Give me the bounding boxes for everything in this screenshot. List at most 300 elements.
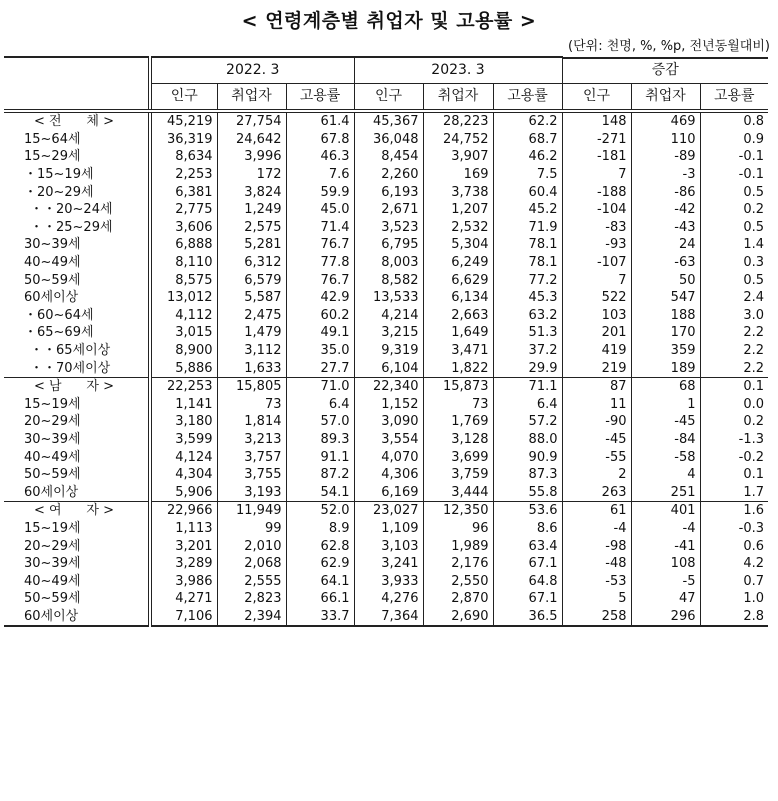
cell-employed-2022: 11,949 [217,502,286,520]
cell-population-change: -188 [562,183,631,201]
cell-population-2023: 9,319 [354,342,423,360]
cell-population-change: 258 [562,608,631,627]
cell-rate-change: 2.4 [700,289,768,307]
cell-population-change: -181 [562,148,631,166]
cell-employed-2023: 1,989 [423,537,493,555]
cell-rate-change: 0.6 [700,537,768,555]
cell-rate-change: 0.1 [700,377,768,395]
row-label: 50~59세 [24,591,81,607]
cell-rate-2023: 7.5 [493,166,562,184]
cell-employed-2022: 3,757 [217,448,286,466]
row-label: 40~49세 [24,255,81,271]
table-row [4,359,768,377]
cell-rate-2022: 62.8 [286,537,354,555]
cell-rate-2022: 52.0 [286,502,354,520]
cell-rate-change: 0.5 [700,219,768,237]
table-row [4,466,768,484]
cell-employed-2023: 1,207 [423,201,493,219]
cell-rate-2023: 45.3 [493,289,562,307]
cell-rate-2022: 67.8 [286,131,354,149]
row-label: 15~19세 [24,520,81,536]
cell-population-2023: 8,582 [354,271,423,289]
cell-population-2023: 6,104 [354,359,423,377]
cell-population-2023: 6,795 [354,236,423,254]
cell-population-change: -55 [562,448,631,466]
cell-population-change: -271 [562,131,631,149]
cell-population-2023: 4,214 [354,307,423,325]
cell-population-2022: 1,141 [150,396,217,414]
period-header-2023: 2023. 3 [354,57,562,84]
cell-employed-2022: 2,010 [217,537,286,555]
table-row [4,307,768,325]
cell-rate-2022: 42.9 [286,289,354,307]
cell-population-2023: 3,215 [354,324,423,342]
cell-employed-2022: 3,824 [217,183,286,201]
cell-rate-2022: 49.1 [286,324,354,342]
cell-rate-2022: 66.1 [286,590,354,608]
cell-population-2022: 4,304 [150,466,217,484]
cell-population-2022: 5,906 [150,483,217,501]
cell-employed-2022: 3,193 [217,483,286,501]
cell-employed-2023: 73 [423,396,493,414]
cell-rate-2022: 89.3 [286,431,354,449]
period-header-change: 증감 [562,57,768,84]
cell-population-2022: 6,381 [150,183,217,201]
cell-employed-change: -5 [631,572,700,590]
cell-employed-2023: 3,444 [423,483,493,501]
cell-employed-2022: 24,642 [217,131,286,149]
cell-rate-2022: 60.2 [286,307,354,325]
cell-employed-2023: 3,907 [423,148,493,166]
cell-rate-change: 1.7 [700,483,768,501]
cell-rate-change: 4.2 [700,555,768,573]
cell-population-2023: 7,364 [354,608,423,627]
cell-population-2022: 8,900 [150,342,217,360]
table-row [4,324,768,342]
cell-population-2022: 7,106 [150,608,217,627]
section-total-row [4,502,768,520]
cell-population-2022: 2,253 [150,166,217,184]
row-label: ・・25~29세 [30,219,113,235]
cell-employed-change: -4 [631,520,700,538]
cell-population-2023: 4,276 [354,590,423,608]
unit-note: (단위: 천명, %, %p, 전년동월대비) [568,39,770,54]
cell-population-2022: 8,575 [150,271,217,289]
row-label: ・65~69세 [24,325,94,341]
cell-employed-2023: 1,822 [423,359,493,377]
cell-employed-2023: 3,699 [423,448,493,466]
cell-population-2022: 4,124 [150,448,217,466]
cell-employed-change: -84 [631,431,700,449]
table-row [4,590,768,608]
cell-rate-2023: 55.8 [493,483,562,501]
cell-employed-2023: 12,350 [423,502,493,520]
cell-employed-change: 110 [631,131,700,149]
cell-employed-2023: 96 [423,520,493,538]
cell-population-2022: 6,888 [150,236,217,254]
cell-population-2023: 13,533 [354,289,423,307]
cell-population-2023: 3,554 [354,431,423,449]
cell-employed-change: -42 [631,201,700,219]
cell-rate-2023: 51.3 [493,324,562,342]
cell-population-2022: 8,634 [150,148,217,166]
cell-population-2023: 22,340 [354,377,423,395]
cell-rate-2022: 71.0 [286,377,354,395]
period-header-row [4,57,768,84]
cell-rate-2022: 8.9 [286,520,354,538]
cell-rate-change: -0.3 [700,520,768,538]
cell-population-2022: 3,599 [150,431,217,449]
cell-employed-2022: 5,587 [217,289,286,307]
cell-rate-2023: 36.5 [493,608,562,627]
cell-population-change: 87 [562,377,631,395]
cell-employed-2022: 2,823 [217,590,286,608]
table-row [4,254,768,272]
cell-population-change: 7 [562,166,631,184]
cell-rate-2022: 77.8 [286,254,354,272]
cell-rate-2023: 88.0 [493,431,562,449]
cell-population-2022: 36,319 [150,131,217,149]
table-row [4,271,768,289]
cell-employed-change: 68 [631,377,700,395]
row-label: 30~39세 [24,237,81,253]
cell-rate-2023: 60.4 [493,183,562,201]
cell-rate-change: 3.0 [700,307,768,325]
cell-rate-2022: 33.7 [286,608,354,627]
cell-employed-2023: 1,649 [423,324,493,342]
cell-rate-2023: 46.2 [493,148,562,166]
cell-employed-2022: 2,555 [217,572,286,590]
cell-population-2022: 2,775 [150,201,217,219]
cell-population-2023: 3,241 [354,555,423,573]
col-header-rate-2023: 고용률 [493,84,562,112]
table-row [4,219,768,237]
table-row [4,131,768,149]
row-label: 60세이상 [24,484,79,500]
cell-population-2023: 3,523 [354,219,423,237]
cell-population-2022: 4,271 [150,590,217,608]
cell-population-2022: 13,012 [150,289,217,307]
table-row [4,183,768,201]
cell-rate-change: 0.5 [700,271,768,289]
employment-by-age-table [4,56,768,627]
row-label: 30~39세 [24,556,81,572]
cell-employed-2022: 1,633 [217,359,286,377]
cell-population-change: 148 [562,111,631,131]
cell-employed-2022: 6,579 [217,271,286,289]
cell-population-change: 11 [562,396,631,414]
cell-rate-change: 0.5 [700,183,768,201]
cell-population-2022: 5,886 [150,359,217,377]
row-label: 15~64세 [24,131,81,147]
cell-employed-2022: 73 [217,396,286,414]
cell-rate-2023: 53.6 [493,502,562,520]
table-row [4,483,768,501]
cell-population-change: 7 [562,271,631,289]
cell-population-2023: 23,027 [354,502,423,520]
table-row [4,396,768,414]
cell-employed-change: 188 [631,307,700,325]
cell-rate-2023: 8.6 [493,520,562,538]
cell-rate-change: -1.3 [700,431,768,449]
cell-rate-2023: 77.2 [493,271,562,289]
row-label: 15~29세 [24,149,81,165]
cell-population-2023: 45,367 [354,111,423,131]
cell-rate-2023: 45.2 [493,201,562,219]
table-row [4,342,768,360]
cell-population-change: 522 [562,289,631,307]
cell-population-change: -83 [562,219,631,237]
cell-rate-2023: 78.1 [493,254,562,272]
cell-employed-2022: 1,479 [217,324,286,342]
cell-population-change: 61 [562,502,631,520]
cell-employed-2022: 99 [217,520,286,538]
cell-employed-change: -41 [631,537,700,555]
cell-employed-2023: 2,690 [423,608,493,627]
cell-employed-change: 189 [631,359,700,377]
cell-employed-change: 296 [631,608,700,627]
cell-employed-2022: 3,213 [217,431,286,449]
cell-employed-2022: 1,249 [217,201,286,219]
cell-rate-2022: 64.1 [286,572,354,590]
row-label: 50~59세 [24,272,81,288]
cell-population-change: -98 [562,537,631,555]
col-header-employed-2023: 취업자 [423,84,493,112]
cell-rate-2023: 71.1 [493,377,562,395]
table-body [4,111,768,626]
cell-population-2023: 36,048 [354,131,423,149]
cell-rate-change: 2.2 [700,359,768,377]
cell-population-change: -48 [562,555,631,573]
cell-employed-change: -45 [631,413,700,431]
row-label: < 전 체 > [34,114,114,130]
cell-rate-change: -0.1 [700,166,768,184]
cell-rate-change: 2.8 [700,608,768,627]
cell-population-change: -104 [562,201,631,219]
cell-rate-change: -0.2 [700,448,768,466]
col-header-employed-change: 취업자 [631,84,700,112]
cell-employed-2022: 6,312 [217,254,286,272]
cell-population-change: 2 [562,466,631,484]
cell-rate-2023: 64.8 [493,572,562,590]
cell-rate-2022: 45.0 [286,201,354,219]
cell-population-2022: 22,966 [150,502,217,520]
cell-employed-2022: 3,996 [217,148,286,166]
cell-population-2022: 3,201 [150,537,217,555]
cell-population-change: -90 [562,413,631,431]
cell-employed-change: -89 [631,148,700,166]
row-label: 50~59세 [24,467,81,483]
table-row [4,166,768,184]
cell-population-change: 103 [562,307,631,325]
cell-employed-2022: 2,575 [217,219,286,237]
cell-employed-2023: 6,629 [423,271,493,289]
cell-population-change: -4 [562,520,631,538]
cell-rate-2023: 87.3 [493,466,562,484]
cell-rate-change: 1.0 [700,590,768,608]
row-label: ・・70세이상 [30,360,111,376]
cell-rate-2022: 59.9 [286,183,354,201]
cell-rate-change: 1.6 [700,502,768,520]
cell-rate-2022: 7.6 [286,166,354,184]
cell-employed-2023: 6,134 [423,289,493,307]
cell-rate-change: -0.1 [700,148,768,166]
cell-rate-2022: 76.7 [286,236,354,254]
row-label: 60세이상 [24,290,79,306]
cell-employed-2023: 3,128 [423,431,493,449]
table-row [4,413,768,431]
cell-population-2023: 8,003 [354,254,423,272]
cell-rate-2022: 71.4 [286,219,354,237]
cell-employed-change: -43 [631,219,700,237]
row-label: < 남 자 > [4,377,150,395]
cell-employed-2022: 1,814 [217,413,286,431]
cell-employed-change: 47 [631,590,700,608]
cell-rate-change: 0.3 [700,254,768,272]
row-label: 40~49세 [24,449,81,465]
cell-rate-2022: 61.4 [286,111,354,131]
cell-employed-change: 170 [631,324,700,342]
cell-population-2023: 3,103 [354,537,423,555]
cell-employed-2022: 2,475 [217,307,286,325]
cell-population-2023: 6,193 [354,183,423,201]
cell-employed-2023: 3,738 [423,183,493,201]
cell-rate-change: 0.2 [700,413,768,431]
cell-rate-2022: 27.7 [286,359,354,377]
cell-population-change: -45 [562,431,631,449]
cell-rate-2022: 46.3 [286,148,354,166]
table-row [4,608,768,627]
cell-rate-change: 0.8 [700,111,768,131]
table-row [4,555,768,573]
cell-employed-2023: 2,663 [423,307,493,325]
cell-employed-change: 547 [631,289,700,307]
cell-employed-change: -3 [631,166,700,184]
col-header-rate-change: 고용률 [700,84,768,112]
cell-rate-change: 0.9 [700,131,768,149]
cell-employed-2022: 5,281 [217,236,286,254]
cell-employed-change: 401 [631,502,700,520]
cell-population-2023: 3,090 [354,413,423,431]
cell-population-2022: 3,986 [150,572,217,590]
cell-rate-2022: 35.0 [286,342,354,360]
row-label: ・15~19세 [24,167,94,183]
row-label: 30~39세 [24,431,81,447]
cell-employed-2023: 28,223 [423,111,493,131]
cell-rate-2023: 68.7 [493,131,562,149]
cell-rate-2023: 29.9 [493,359,562,377]
cell-employed-2023: 2,176 [423,555,493,573]
cell-population-2023: 2,260 [354,166,423,184]
row-label: ・20~29세 [24,184,94,200]
cell-employed-change: 1 [631,396,700,414]
row-label: < 여 자 > [4,502,150,520]
cell-rate-change: 0.7 [700,572,768,590]
cell-rate-2023: 67.1 [493,555,562,573]
cell-employed-2023: 6,249 [423,254,493,272]
cell-population-2022: 3,606 [150,219,217,237]
row-label: 20~29세 [24,538,81,554]
row-label: 15~19세 [24,396,81,412]
cell-employed-change: 108 [631,555,700,573]
row-label: 20~29세 [24,414,81,430]
section-total-row [4,377,768,395]
cell-rate-2023: 57.2 [493,413,562,431]
cell-rate-change: 1.4 [700,236,768,254]
cell-employed-2023: 1,769 [423,413,493,431]
cell-rate-2023: 37.2 [493,342,562,360]
table-row [4,448,768,466]
cell-rate-2023: 63.2 [493,307,562,325]
table-row [4,431,768,449]
cell-population-change: 5 [562,590,631,608]
cell-rate-2022: 91.1 [286,448,354,466]
cell-employed-change: -58 [631,448,700,466]
cell-employed-change: 24 [631,236,700,254]
cell-rate-2022: 57.0 [286,413,354,431]
cell-rate-2022: 6.4 [286,396,354,414]
cell-employed-2023: 5,304 [423,236,493,254]
cell-population-2023: 8,454 [354,148,423,166]
cell-employed-2023: 3,759 [423,466,493,484]
cell-employed-change: 50 [631,271,700,289]
cell-rate-2023: 6.4 [493,396,562,414]
col-header-population-change: 인구 [562,84,631,112]
cell-population-change: 201 [562,324,631,342]
cell-population-2022: 22,253 [150,377,217,395]
row-label: 60세이상 [4,608,150,627]
col-header-population-2023: 인구 [354,84,423,112]
cell-rate-change: 0.0 [700,396,768,414]
cell-population-change: -107 [562,254,631,272]
cell-population-2023: 4,306 [354,466,423,484]
cell-population-2023: 1,109 [354,520,423,538]
cell-rate-change: 0.2 [700,201,768,219]
cell-population-2022: 3,289 [150,555,217,573]
cell-population-2023: 1,152 [354,396,423,414]
cell-rate-2023: 62.2 [493,111,562,131]
cell-employed-change: -63 [631,254,700,272]
cell-population-change: 263 [562,483,631,501]
cell-population-change: -53 [562,572,631,590]
cell-population-2023: 3,933 [354,572,423,590]
cell-rate-2023: 67.1 [493,590,562,608]
cell-rate-2023: 90.9 [493,448,562,466]
cell-rate-2022: 76.7 [286,271,354,289]
table-row [4,572,768,590]
cell-employed-change: 4 [631,466,700,484]
cell-population-change: -93 [562,236,631,254]
cell-rate-change: 2.2 [700,342,768,360]
section-total-row [4,111,768,131]
cell-rate-change: 0.1 [700,466,768,484]
row-label-header [4,57,150,111]
cell-population-2023: 2,671 [354,201,423,219]
cell-employed-2023: 3,471 [423,342,493,360]
cell-population-2023: 4,070 [354,448,423,466]
cell-population-2022: 45,219 [150,111,217,131]
cell-employed-change: 469 [631,111,700,131]
cell-employed-change: 359 [631,342,700,360]
cell-rate-2023: 78.1 [493,236,562,254]
cell-employed-2023: 169 [423,166,493,184]
cell-population-change: 419 [562,342,631,360]
cell-rate-change: 2.2 [700,324,768,342]
table-title: < 연령계층별 취업자 및 고용률 > [241,10,537,32]
table-row [4,289,768,307]
cell-employed-2022: 3,112 [217,342,286,360]
table-row [4,520,768,538]
